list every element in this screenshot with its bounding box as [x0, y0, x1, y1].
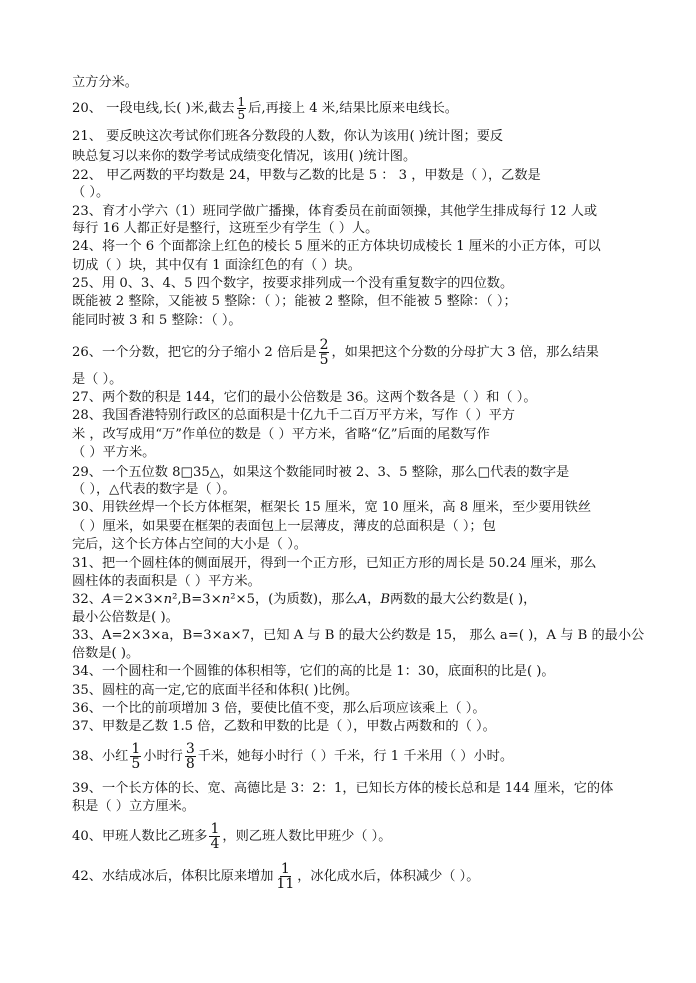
question-33-line2: 倍数是( )。	[72, 646, 140, 661]
question-35: 35、圆柱的高一定,它的底面半径和体积( )比例。	[72, 683, 359, 698]
question-24-line1: 24、将一个 6 个面都涂上红色的棱长 5 厘米的正方体块切成棱长 1 厘米的小正方体，可以	[72, 239, 601, 254]
frac-den: 5	[131, 756, 141, 772]
question-22-line2: （ ）。	[72, 185, 110, 200]
question-23-line2: 每行 16 人都正好是整行，这班至少有学生（ ）人。	[72, 221, 379, 236]
question-26-line1	[72, 338, 599, 367]
question-24-line2: 切成（ ）块，其中仅有 1 面涂红色的有（ ）块。	[72, 258, 361, 273]
question-25-line2: 既能被 2 整除，又能被 5 整除：（ ）；能被 2 整除，但不能被 5 整除：（ ）；	[72, 294, 517, 309]
q38-fraction-1	[130, 742, 141, 771]
q32-var-a: A	[357, 592, 368, 607]
q42-text-b: ，冰化成水后，体积减少（ ）。	[297, 869, 480, 884]
question-28-line3: （ ）平方米。	[72, 445, 156, 460]
frac-num: 1	[237, 95, 246, 109]
frac-den: 11	[276, 876, 295, 892]
question-29-line1: 29、一个五位数 8□35△，如果这个数能同时被 2、3、5 整除，那么□代表的数字是	[72, 465, 570, 480]
q32-part: 两数的最大公约数是( )，	[390, 592, 537, 607]
q32-part: ²×5，(为质数)，那么	[230, 592, 358, 607]
q42-text-a: 42、水结成冰后，体积比原来增加	[72, 869, 274, 884]
q32-part: 32、	[72, 592, 102, 607]
q40-fraction	[209, 822, 220, 851]
q32-var-n: n	[221, 592, 231, 607]
question-28-line2: 米 ，改写成用“万”作单位的数是（ ）平方米，省略“亿”后面的尾数写作	[72, 427, 490, 442]
question-27: 27、两个数的积是 144，它们的最小公倍数是 36。这两个数各是（ ）和（ ）。	[72, 390, 537, 405]
q40-text-a: 40、甲班人数比乙班多	[72, 829, 208, 844]
question-25-line1: 25、用 0、3、4、5 四个数字，按要求排列成一个没有重复数字的四位数。	[72, 276, 514, 291]
question-32-line2: 最小公倍数是( )。	[72, 610, 179, 625]
question-30-line3: 完后，这个长方体占空间的大小是（ ）。	[72, 537, 307, 552]
question-31-line2: 圆柱体的表面积是（ ）平方米。	[72, 574, 261, 589]
frac-num: 1	[131, 741, 141, 757]
question-26-line2: 是（ ）。	[72, 372, 123, 387]
question-20	[72, 96, 458, 121]
frac-num: 2	[319, 337, 329, 353]
q26-text-a: 26、一个分数，把它的分子缩小 2 倍后是	[72, 345, 317, 360]
frac-den: 4	[210, 836, 220, 852]
question-37: 37、甲数是乙数 1.5 倍，乙数和甲数的比是（ ），甲数占两数和的（ ）。	[72, 719, 496, 734]
q19-tail: 立方分米。	[72, 75, 138, 90]
frac-num: 1	[280, 861, 290, 877]
frac-num: 3	[185, 741, 195, 757]
q20-text-b: 后,再接上 4 米,结果比原来电线长。	[248, 101, 458, 116]
q40-text-b: ，则乙班人数比甲班少（ ）。	[222, 829, 392, 844]
frac-num: 1	[210, 821, 220, 837]
question-30-line1: 30、用铁丝焊一个长方体框架，框架长 15 厘米，宽 10 厘米，高 8 厘米，至少要用铁丝	[72, 500, 592, 515]
q20-text-a: 20、 一段电线,长( )米,截去	[72, 101, 235, 116]
q38-text-a: 38、小红	[72, 749, 129, 764]
question-25-line3: 能同时被 3 和 5 整除：（ ）。	[72, 313, 242, 328]
q38-text-b: 小时行	[143, 749, 183, 764]
question-22-line1: 22、 甲乙两数的平均数是 24，甲数与乙数的比是 5 ： 3 ，甲数是（ ），乙数是	[72, 168, 541, 183]
q32-var-n: n	[163, 592, 173, 607]
question-30-line2: （ ）厘米，如果要在框架的表面包上一层薄皮，薄皮的总面积是（ ）；包	[72, 519, 496, 534]
q38-fraction-2	[185, 742, 196, 771]
q32-part: ，	[367, 592, 381, 607]
question-23-line1: 23、育才小学六（1）班同学做广播操，体育委员在前面领操，其他学生排成每行 12 人或	[72, 204, 598, 219]
question-29-line2: （ ），△代表的数字是（ ）。	[72, 482, 236, 497]
q20-fraction	[237, 96, 247, 121]
question-33-line1: 33、A=2×3×a，B=3×a×7，已知 A 与 B 的最大公约数是 15， 那么 a=( )，A 与 B 的最小公	[72, 628, 645, 643]
q32-part: ²,B=3×	[172, 592, 222, 607]
question-34: 34、一个圆柱和一个圆锥的体积相等，它们的高的比是 1：30，底面积的比是( )。	[72, 664, 555, 679]
frac-den: 5	[237, 108, 246, 122]
question-39-line2: 积是（ ）立方厘米。	[72, 799, 195, 814]
q32-var-a: A	[101, 592, 112, 607]
question-40	[72, 822, 391, 851]
question-42	[72, 862, 479, 891]
frac-den: 8	[185, 756, 195, 772]
q26-fraction	[319, 338, 330, 367]
q38-text-c: 千米，她每小时行（ ）千米，行 1 千米用（ ）小时。	[197, 749, 514, 764]
q26-text-b: ，如果把这个分数的分母扩大 3 倍，那么结果	[331, 345, 599, 360]
question-31-line1: 31、把一个圆柱体的侧面展开，得到一个正方形，已知正方形的周长是 50.24 厘米，那么	[72, 556, 597, 571]
question-28-line1: 28、我国香港特别行政区的总面积是十亿九千二百万平方米，写作（ ）平方	[72, 408, 515, 423]
q32-var-b: B	[380, 592, 391, 607]
question-21-line2: 映总复习以来你的数学考试成绩变化情况，该用( )统计图。	[72, 149, 417, 164]
question-32-line1	[72, 592, 536, 608]
question-38	[72, 742, 513, 771]
frac-den: 5	[319, 352, 329, 368]
question-36: 36、一个比的前项增加 3 倍，要使比值不变，那么后项应该乘上（ ）。	[72, 701, 486, 716]
question-21-line1: 21、 要反映这次考试你们班各分数段的人数，你认为该用( )统计图；要反	[72, 129, 504, 144]
q32-part: ＝2×3×	[111, 592, 164, 607]
question-39-line1: 39、一个长方体的长、宽、高德比是 3：2：1，已知长方体的棱长总和是 144 厘米，它的体	[72, 781, 614, 796]
q42-fraction	[275, 862, 295, 891]
